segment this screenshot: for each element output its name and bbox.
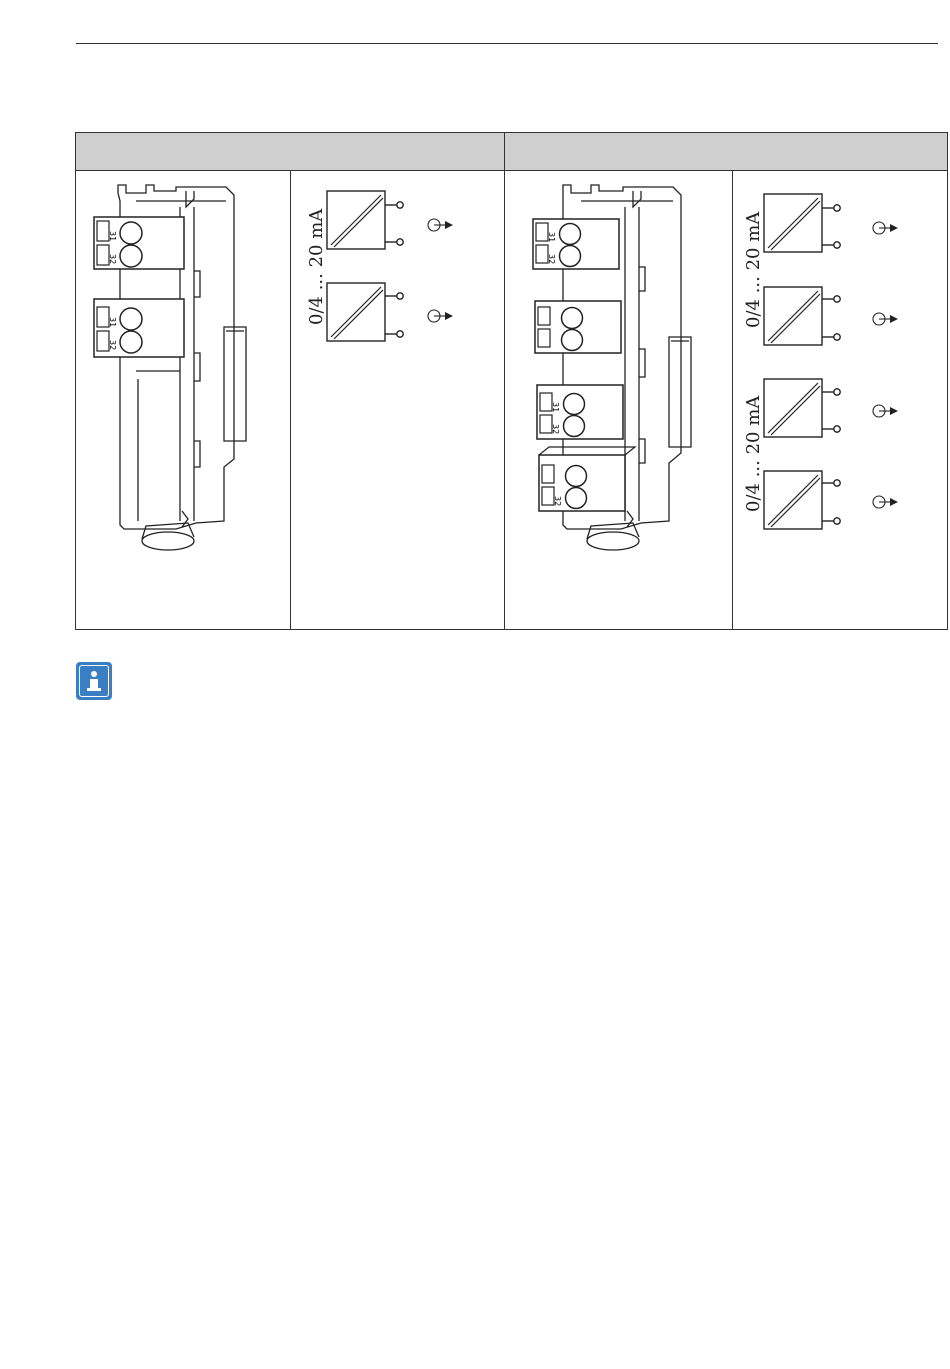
terminal-number: 31: [108, 231, 117, 242]
terminal-block-3: [537, 385, 623, 439]
wiring-table: [75, 132, 948, 630]
schematic-drawing: [733, 171, 948, 630]
info-icon: [76, 662, 112, 700]
info-icon-dot: [91, 671, 97, 677]
terminal-block-1: [533, 219, 619, 269]
terminal-number: 31: [108, 317, 117, 328]
current-output-icon: [873, 313, 898, 325]
output-channel-1: [327, 191, 453, 249]
table-header-right: [505, 133, 948, 171]
info-icon-base: [87, 688, 101, 691]
terminal-number: 31: [547, 232, 556, 243]
current-output-icon: [428, 219, 453, 231]
output-channel-2: [764, 287, 898, 345]
module-illustration-four-outputs: [505, 171, 733, 630]
output-channel-4: [764, 471, 898, 529]
terminal-block-1: [94, 217, 184, 269]
current-output-icon: [428, 310, 453, 322]
page-top-rule: [76, 43, 938, 44]
signal-range-label-upper: 0/4 ... 20 mA: [743, 211, 764, 328]
schematic-drawing: [291, 171, 505, 630]
terminal-blocks-right: [505, 171, 733, 630]
current-output-icon: [873, 405, 898, 417]
schematic-four-outputs: [733, 171, 948, 630]
terminal-number: 32: [108, 340, 117, 351]
terminal-number: 31: [551, 402, 560, 413]
terminal-number: 32: [553, 496, 562, 507]
current-output-icon: [873, 496, 898, 508]
output-channel-2: [327, 283, 453, 341]
terminal-number: 32: [551, 424, 560, 435]
terminal-block-4: [539, 447, 635, 511]
module-illustration-two-outputs: [76, 171, 291, 630]
output-channel-1: [764, 194, 898, 252]
terminal-number: 32: [547, 254, 556, 265]
current-output-icon: [873, 222, 898, 234]
terminal-block-2: [535, 301, 621, 353]
schematic-two-outputs: [291, 171, 505, 630]
terminal-blocks-left: [76, 171, 290, 630]
signal-range-label: 0/4 ... 20 mA: [306, 208, 327, 325]
terminal-number: 32: [108, 254, 117, 265]
output-channel-3: [764, 379, 898, 437]
terminal-block-2: [94, 299, 184, 357]
signal-range-label-lower: 0/4 ... 20 mA: [743, 395, 764, 512]
table-header-left: [76, 133, 505, 171]
